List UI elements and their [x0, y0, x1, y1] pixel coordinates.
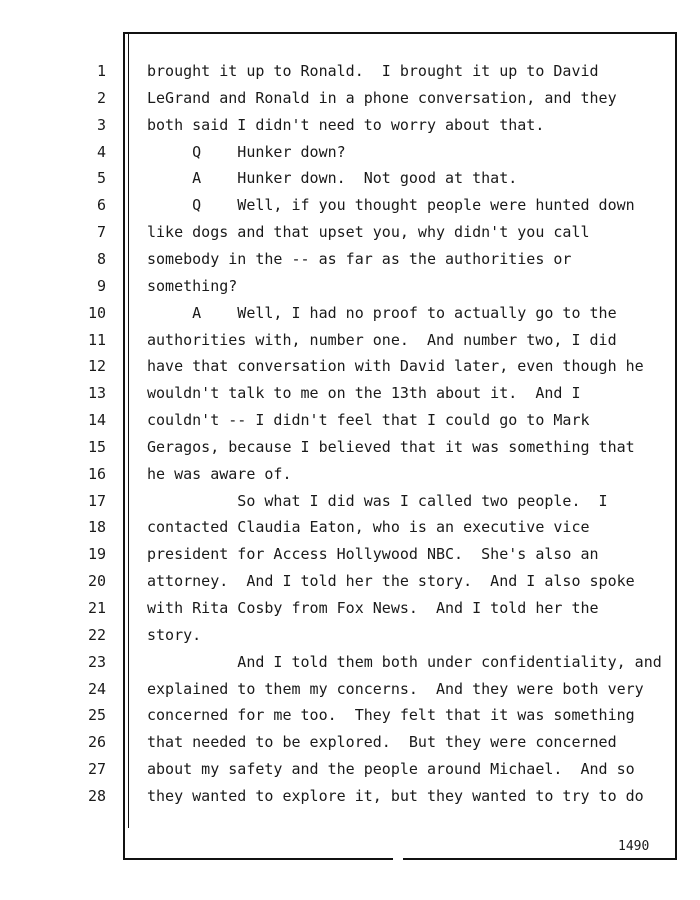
transcript-line: attorney. And I told her the story. And I also spoke [147, 572, 635, 590]
transcript-line: he was aware of. [147, 465, 292, 483]
transcript-line: brought it up to Ronald. I brought it up to David [147, 62, 599, 80]
line-number: 8 [96, 250, 106, 268]
line-number: 18 [87, 518, 106, 536]
transcript-line: Q Hunker down? [147, 143, 346, 161]
line-number: 24 [87, 680, 106, 698]
line-number: 23 [87, 653, 106, 671]
transcript-line: couldn't -- I didn't feel that I could go to Mark [147, 411, 590, 429]
line-number: 11 [87, 331, 106, 349]
transcript-line: something? [147, 277, 238, 295]
line-number: 6 [96, 196, 106, 214]
transcript-line: they wanted to explore it, but they wanted to try to do [147, 787, 644, 805]
transcript-line: with Rita Cosby from Fox News. And I told her the [147, 599, 599, 617]
line-number: 15 [87, 438, 106, 456]
transcript-line: about my safety and the people around Michael. And so [147, 760, 635, 778]
bottom-rule [123, 858, 393, 860]
line-number: 19 [87, 545, 106, 563]
line-number: 4 [96, 143, 106, 161]
transcript-line: explained to them my concerns. And they were both very [147, 680, 644, 698]
bottom-rule [403, 858, 675, 860]
transcript-line: story. [147, 626, 202, 644]
transcript-line: Q Well, if you thought people were hunted down [147, 196, 635, 214]
transcript-line: contacted Claudia Eaton, who is an executive vice [147, 518, 590, 536]
transcript-line: president for Access Hollywood NBC. She's also an [147, 545, 599, 563]
transcript-line: So what I did was I called two people. I [147, 492, 608, 510]
transcript-line: have that conversation with David later, even though he [147, 357, 644, 375]
transcript-line: wouldn't talk to me on the 13th about it. And I [147, 384, 581, 402]
line-number: 16 [87, 465, 106, 483]
line-number: 10 [87, 304, 106, 322]
transcript-line: And I told them both under confidentiality, and [147, 653, 662, 671]
line-number: 27 [87, 760, 106, 778]
transcript-line: A Well, I had no proof to actually go to the [147, 304, 617, 322]
transcript-line: A Hunker down. Not good at that. [147, 169, 518, 187]
transcript-line: that needed to be explored. But they were concerned [147, 733, 617, 751]
transcript-line: like dogs and that upset you, why didn't you call [147, 223, 590, 241]
transcript-line: LeGrand and Ronald in a phone conversation, and they [147, 89, 617, 107]
line-number: 3 [96, 116, 106, 134]
line-number: 13 [87, 384, 106, 402]
page-number: 1490 [618, 839, 650, 854]
transcript-line: concerned for me too. They felt that it was something [147, 706, 635, 724]
line-number: 2 [96, 89, 106, 107]
line-number: 25 [87, 706, 106, 724]
line-number: 12 [87, 357, 106, 375]
margin-rule [128, 32, 129, 828]
line-number: 7 [96, 223, 106, 241]
line-number: 17 [87, 492, 106, 510]
transcript-line: authorities with, number one. And number two, I did [147, 331, 617, 349]
line-number: 20 [87, 572, 106, 590]
transcript-line: somebody in the -- as far as the authorities or [147, 250, 572, 268]
line-number: 5 [96, 169, 106, 187]
transcript-line: Geragos, because I believed that it was something that [147, 438, 635, 456]
line-number: 26 [87, 733, 106, 751]
line-number: 21 [87, 599, 106, 617]
line-number: 22 [87, 626, 106, 644]
line-number: 9 [96, 277, 106, 295]
line-number: 28 [87, 787, 106, 805]
transcript-line: both said I didn't need to worry about that. [147, 116, 545, 134]
line-number: 14 [87, 411, 106, 429]
line-number: 1 [96, 62, 106, 80]
